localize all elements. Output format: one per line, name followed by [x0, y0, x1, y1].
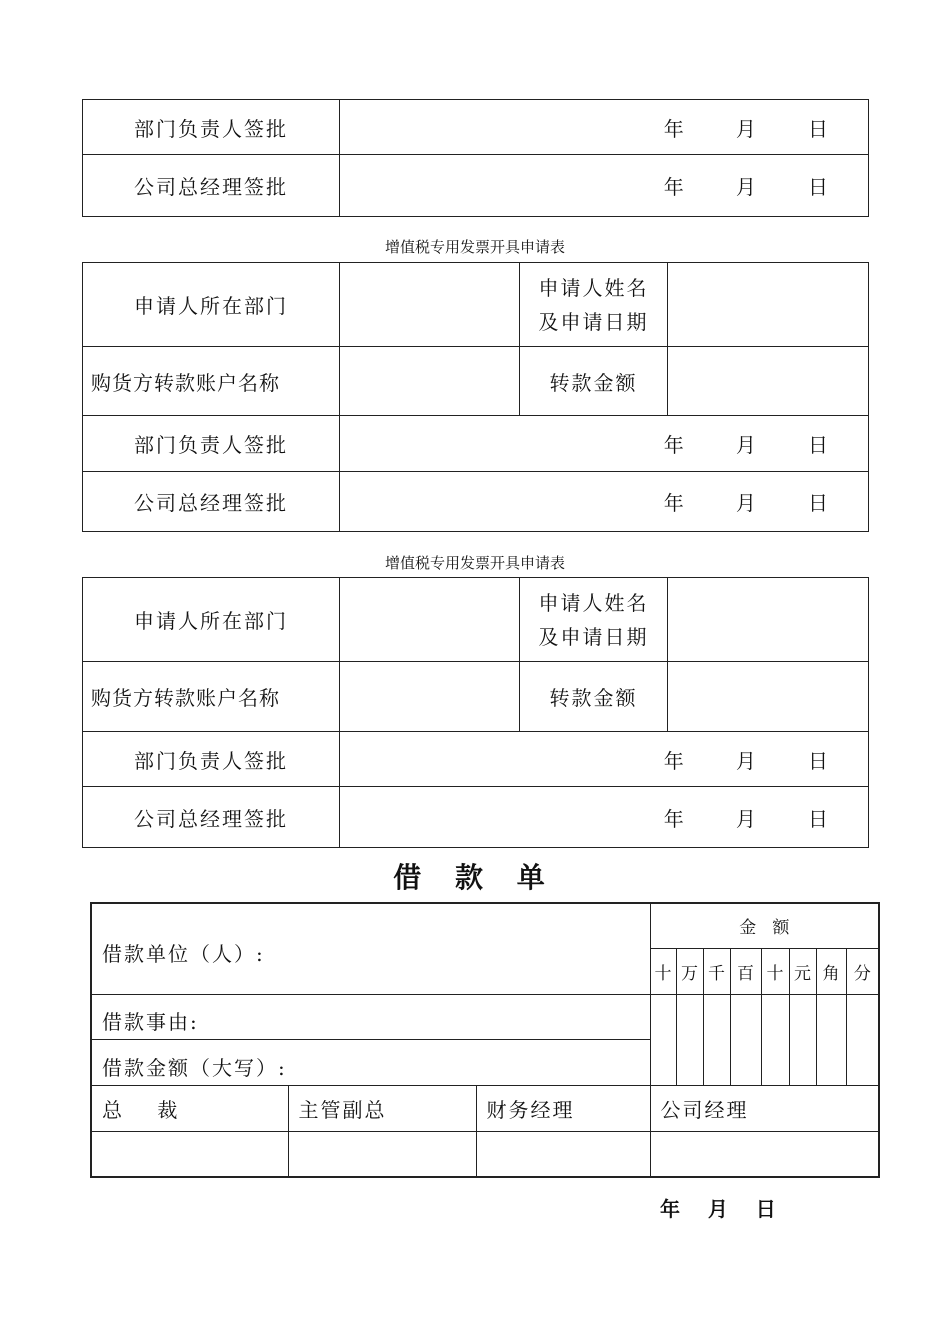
digit-header-thousand: 千 — [703, 948, 730, 994]
transfer-amount-field[interactable] — [668, 347, 869, 416]
transfer-amount-label: 转款金额 — [520, 662, 668, 732]
digit-header-hundred: 百 — [730, 948, 761, 994]
dept-approval-date[interactable]: 年 月 日 — [340, 416, 869, 472]
dept-approval-date[interactable]: 年 月 日 — [340, 732, 869, 787]
gm-approval-date[interactable]: 年 月 日 — [340, 155, 869, 217]
transfer-amount-label: 转款金额 — [520, 347, 668, 416]
applicant-name-date-label — [520, 263, 668, 347]
approval-table-top — [82, 99, 869, 217]
borrower-label[interactable]: 借款单位（人）: — [91, 903, 650, 994]
applicant-dept-label: 申请人所在部门 — [83, 578, 340, 662]
digit-cell[interactable] — [650, 994, 676, 1085]
digit-header-hundred-thousand: 十 — [650, 948, 676, 994]
digit-cell[interactable] — [730, 994, 761, 1085]
applicant-name-date-field[interactable] — [668, 263, 869, 347]
president-signature-field[interactable] — [91, 1131, 288, 1177]
president-label: 总 裁 — [91, 1085, 288, 1131]
company-manager-signature-field[interactable] — [650, 1131, 879, 1177]
applicant-name-label: 申请人姓名 — [538, 590, 649, 615]
digit-cell[interactable] — [816, 994, 846, 1085]
digit-header-ten: 十 — [761, 948, 789, 994]
loan-reason-label[interactable]: 借款事由: — [91, 994, 650, 1039]
invoice-application-form — [82, 577, 869, 848]
deputy-director-label: 主管副总 — [288, 1085, 476, 1131]
amount-header: 金 额 — [650, 903, 879, 948]
applicant-name-label: 申请人姓名 — [538, 275, 649, 300]
finance-manager-signature-field[interactable] — [476, 1131, 650, 1177]
loan-date[interactable]: 年 月 日 — [660, 1197, 776, 1221]
loan-slip-title: 借 款 单 — [393, 861, 557, 894]
amount-in-words-label[interactable]: 借款金额（大写）: — [91, 1039, 650, 1085]
gm-approval-label: 公司总经理签批 — [83, 155, 340, 217]
invoice-application-form — [82, 262, 869, 532]
digit-header-fen: 分 — [846, 948, 879, 994]
applicant-dept-field[interactable] — [340, 578, 520, 662]
digit-cell[interactable] — [676, 994, 703, 1085]
buyer-account-label: 购货方转款账户名称 — [83, 347, 340, 416]
dept-approval-label: 部门负责人签批 — [83, 100, 340, 155]
dept-approval-date[interactable]: 年 月 日 — [340, 100, 869, 155]
dept-approval-label: 部门负责人签批 — [83, 416, 340, 472]
transfer-amount-field[interactable] — [668, 662, 869, 732]
dept-approval-label: 部门负责人签批 — [83, 732, 340, 787]
gm-approval-date[interactable]: 年 月 日 — [340, 472, 869, 532]
digit-cell[interactable] — [846, 994, 879, 1085]
digit-header-ten-thousand: 万 — [676, 948, 703, 994]
applicant-dept-label: 申请人所在部门 — [83, 263, 340, 347]
buyer-account-field[interactable] — [340, 662, 520, 732]
digit-cell[interactable] — [761, 994, 789, 1085]
digit-cell[interactable] — [789, 994, 816, 1085]
invoice-form-title: 增值税专用发票开具申请表 — [384, 238, 565, 256]
invoice-form-title: 增值税专用发票开具申请表 — [384, 554, 565, 572]
applicant-name-date-label — [520, 578, 668, 662]
digit-header-jiao: 角 — [816, 948, 846, 994]
deputy-director-signature-field[interactable] — [288, 1131, 476, 1177]
gm-approval-label: 公司总经理签批 — [83, 472, 340, 532]
digit-header-yuan: 元 — [789, 948, 816, 994]
loan-slip-table — [90, 902, 880, 1178]
application-date-label: 及申请日期 — [538, 624, 649, 649]
company-manager-label: 公司经理 — [650, 1085, 879, 1131]
application-date-label: 及申请日期 — [538, 309, 649, 334]
buyer-account-label: 购货方转款账户名称 — [83, 662, 340, 732]
finance-manager-label: 财务经理 — [476, 1085, 650, 1131]
gm-approval-date[interactable]: 年 月 日 — [340, 787, 869, 848]
digit-cell[interactable] — [703, 994, 730, 1085]
applicant-dept-field[interactable] — [340, 263, 520, 347]
buyer-account-field[interactable] — [340, 347, 520, 416]
gm-approval-label: 公司总经理签批 — [83, 787, 340, 848]
applicant-name-date-field[interactable] — [668, 578, 869, 662]
